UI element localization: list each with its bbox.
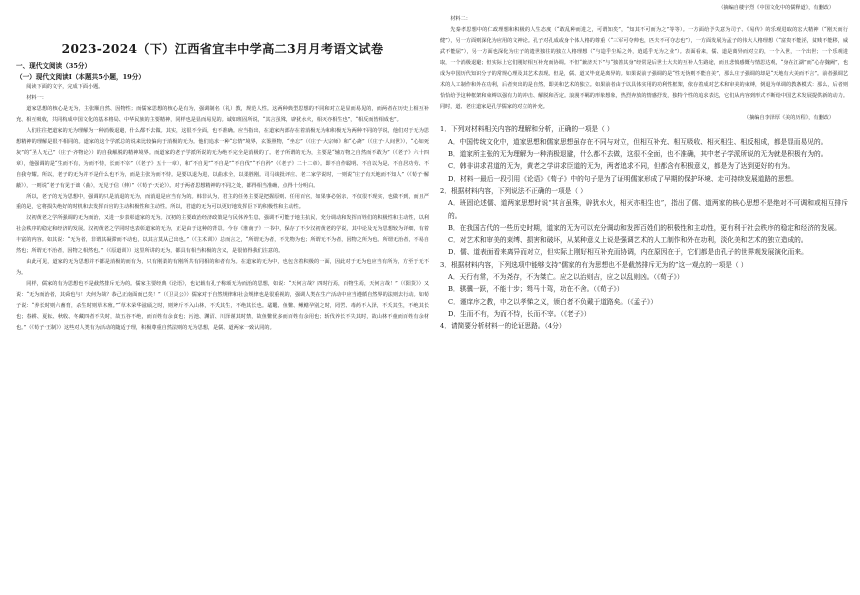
question-1-option-a: A．中国传统文化中，道家思想和儒家思想虽存在不同与对立，但相互补充、相互吸收、相灭相生、相反相成，都是显而易见的。 bbox=[448, 137, 828, 146]
material-1-paragraph-6: 同样，儒家的有为思想也不是截然排斥无为的。儒家主要经典《论语》，也记载有孔子称颂无为而治的思想，如说：“天何言哉？四时行焉，百物生焉，天何言哉！”（《阳货》）又说：“无为而治者，其舜也与！夫何为哉？恭己正南面而已矣！”（《卫灵公》）儒家对于自然规律和社会规律也是很重视的，强调人类在生产活动中应当遵循自然界的法则去行动。如荀子说：“养长时则六畜育，杀生时则草木殖。”“草木荣华滋硕之时，则斧斤不入山林，不夭其生，不绝其长也。鼋鼍、鱼鳖、鳅鳝孕别之时，罔罟、毒药不入泽，不夭其生，不绝其长也；春耕、夏耘、秋收、冬藏四者不失时，故五谷不绝，而百姓有余食也；污池、渊沼、川泽谨其时禁，故鱼鳖优多而百姓有余用也；斩伐养长不失其时，故山林不童而百姓有余材也。”（《荀子·王制》）这些对人类有为活动的随适于理，积极尊重自然法则的无为思想，是儒、道两家一致认同的。 bbox=[16, 281, 429, 331]
material-2-label: 材料二： bbox=[450, 15, 471, 22]
question-2-option-c: C．对艺术和审美的束缚、损害和破坏，从某种意义上说是强调艺术的人工制作和外在功利，淡化美和艺术的独立造成的。 bbox=[448, 236, 808, 245]
question-2-option-d: D．儒、道表面看来离异而对立，但实际上刚好相互补充而协调，内在原因在于，它们都是由孔子的世界观发展演化而来。 bbox=[448, 248, 808, 257]
right-column bbox=[440, 0, 848, 595]
material-1-paragraph-3: 所以，老子的无为思想中，强调的只是消退的无为，而消退是应当有为的。韩非认为，君主的任务主要是把握原则、任用百官，如果事必躬亲，不仅很不现实，也做不到，而且严重的是，它将损失绝好的时机和去发挥百官的主动积极性和主动性。所以，君道的无为可以更好地发挥臣下的积极性和主动性。 bbox=[16, 193, 429, 211]
question-2-option-a: A．班固论述儒、道两家思想时说“其言虽殊，辟犹水火，相灭亦相生也”，指出了儒、道两家的核心思想不是绝对不可调和或相互排斥的。 bbox=[448, 199, 848, 220]
material-1-label: 材料一： bbox=[26, 94, 47, 101]
material-1-paragraph-4: 汉初黄老之学所强调的无为而治，又进一步表彰道家的无为。汉初的主要政治经济政策是与民休养生息，强调不可能于地主抗民，充分调动和发挥百姓们的积极性和主动性，以利社会秩序的稳定和经济的发展。汉初黄老之学同时也表彰道家的无为，正是由于这种的背景。今存《淮南子》一书中，保存了不少汉初黄老的学说，其中论及无为思想较为详细，有着丰富的内容。如其说：“无为者，非谓其凝滞而不动也，以其言莫从己出也。”（《主术训》）总而言之，“所谓无为者，不先物为也；所谓无不为者，因物之所为也。所谓无治者，不易自然也；所谓无不治者，因物之相然也。”（《原道训》）这里所讲的无为，都具有相当积极的含义，是很值得我们注意的。 bbox=[16, 215, 429, 255]
question-3-stem: 3．根据材料内容，下列选项中能够支持“儒家的有为思想也不是截然排斥无为的”这一观点的一项是（ ） bbox=[440, 260, 748, 269]
material-1-citation: （摘编自楼宇烈《中国文化中的儒释道》，有删改） bbox=[718, 5, 834, 11]
question-1-option-d: D．材料一最后一段引用《论语》《荀子》中的句子是为了证明儒家形成了早期的保护环境、走可持续发展道路的思想。 bbox=[448, 174, 798, 183]
material-2-paragraph-1: 先秦孝思想中的仁政理想和积极的人生态度（“敢乱种而进之，可谓知矣”，“知其不可而为之”等等）。一方面给予失意为司子、《易传》的乐观进取的宏大精神（“刚天而行健”），另一方面则深化为应用的文神论。孔子对孔成或身个体人格的尊重（“三军可夺帅也，匹夫不可夺志也”），一方面发展为孟子的伟大人格理想（“富贵不能淫，贫贱不能移，威武不能屈”），另一方面也深化为庄子的遗世独往的独立人格理想（“与造乎尘垢之外，逍遥乎无为之业”）。表面看来，儒、道是离异而对立的，一个入世，一个出世；一个乐观进取，一个消极退避；但实际上它们刚好相互补充而协调。不但“兼济天下”与“独善其身”经常是后世士大夫的互补人生路途，而且悲愤感慨与情思达观，“身在江湖”而“心存魏阙”，也成为中国历代知识分子的常规心理及其艺术表现。但是，儒、道又毕竟是离异的。如果说前子强调的是“性无伪则不能自美”，那么庄子强调的却是“天地有大美而不言”。前者强调艺术的人工制作和外在功利，后者突出的是自然，即美和艺术的独立。如果前者由于以具体实用的功利性框架，依存着成对艺术和审美的束缚，倒退为单调的教条模式：那么，后者则恰恰给予这种框架和束缚以强有力的冲击、解脱和否定。浪漫不羁的形象想象，热烈奔放的情感抒发，独特个性的追求表达，它们从内容到形式不断给中国艺术发展提供新的动力。同时，道、老庄道家是孔学儒家的对立的补充。 bbox=[440, 26, 848, 110]
question-3-option-c: C．谨庠序之教，申之以孝悌之义，颁白者不负戴于道路矣。（《孟子》） bbox=[448, 297, 658, 306]
question-1-stem: 1．下列对材料相关内容的理解和分析，正确的一项是（ ） bbox=[440, 125, 614, 134]
material-1-paragraph-1: 道家思想的核心是无为，主张顺自然、因物性；而儒家思想的核心是有为，强调制名（礼）教，规范人性。这两种典型思想的不同和对立是显而易见的，而两者在历史上相互补充、相互吸收，共同构成中国文化的基本格局、中华民族的主要精神，同样也是显而易见的。诚如班固所说，“其言虽殊，辟犹水火，相灭亦相生也”，“相反而皆相成也”。 bbox=[16, 105, 429, 123]
question-3-option-a: A．天行有常，不为尧存，不为桀亡。应之以治则吉，应之以乱则凶。（《荀子》） bbox=[448, 273, 684, 282]
material-1-paragraph-5: 由此可见，道家的无为思想并不都是消极的而有为，只有刚柔的有刚所共有同相的和者有为。在道家的无为中，也包含着积极的一面，因此对于无为也应当有所为，方至于无不为。 bbox=[16, 259, 429, 277]
question-1-option-b: B．道家所主张的无为理解为一种消极退避，什么都不去做，这很不全面，也不准确，其中老子学派所说的无为就是积极有为的。 bbox=[448, 150, 828, 159]
reading-instruction: 阅读下面的文字，完成下面小题。 bbox=[26, 84, 104, 90]
question-3-option-d: D．生而不有，为而不恃，长而不宰。（《老子》） bbox=[448, 309, 591, 318]
material-1-paragraph-2: 人们往往把道家的无为理解为一种消极退避，什么都不去做。其实，这很不全面，也不准确。应当指出，在道家内部存在着消极无为和积极无为两种不同的学说，他们对于无为思想精神的理解是很不相同的。道家的这个学派总的说来比较偏向于消极的无为。他们追求一种“忘情”境界，玄鉴照物，“坐忘”（《庄子·大宗师》和“心斋”（《庄子·人间世》），“心如死灰”的“圣人无己”（庄子·齐物论））的自我解脱的精神境界。而道家的老子学派所说的无为绝不完全是消极的了。老子所谓的无为，主要是“辅万物之自然而不敢为”（《老子》六十四章），他强调的是“生而不有，为而不恃，长而不宰”（《老子》五十一章），和“不自见”“不自是”“不自伐”“不自矜”（《老子》二十二章）。即不自作聪明、不自以为是、不自居功劳、不自我夸耀。所以，老子的无为并不是什么也不为，而是主张为而不恃。是要以退为进，以曲求全，以柔胜刚。司马谈批评庄、老二家学说时，一则说“庄子有天地而不知人”（《荀子·解蔽》），一则说“老子有见于诎（曲），无见于信（伸）”（《荀子·天论》）。对于两者思想精神的不同之处，都得相当准确，点得十分明白。 bbox=[16, 127, 429, 189]
question-2-option-b: B．在我国古代的一些历史时期，道家的无为可以充分调动和发挥百姓们的积极性和主动性，更有利于社会秩序的稳定和经济的发展。 bbox=[448, 223, 841, 232]
question-2-stem: 2．根据材料内容，下列说法不正确的一项是（ ） bbox=[440, 186, 587, 195]
left-column bbox=[16, 0, 429, 595]
question-4-stem: 4．请简要分析材料一的论证思路。（4分） bbox=[440, 322, 566, 331]
subsection-heading: （一）现代文阅读Ⅰ（本题共5小题，19分） bbox=[16, 72, 145, 81]
section-heading: 一、现代文阅读（35分） bbox=[16, 62, 92, 70]
material-2-citation: （摘编自李泽厚《美的历程》，有删改） bbox=[744, 114, 834, 121]
exam-title: 2023-2024（下）江西省宜丰中学高二3月月考语文试卷 bbox=[61, 42, 384, 56]
question-1-option-c: C．韩非讲求君道的无为，黄老之学讲求臣道的无为，两者追求不同，但都含有积极意义，都是为了达到更好的有为。 bbox=[448, 162, 795, 171]
question-3-option-b: B．骐骥一跃，不能十步；驽马十驾，功在不舍。（《荀子》） bbox=[448, 285, 624, 294]
